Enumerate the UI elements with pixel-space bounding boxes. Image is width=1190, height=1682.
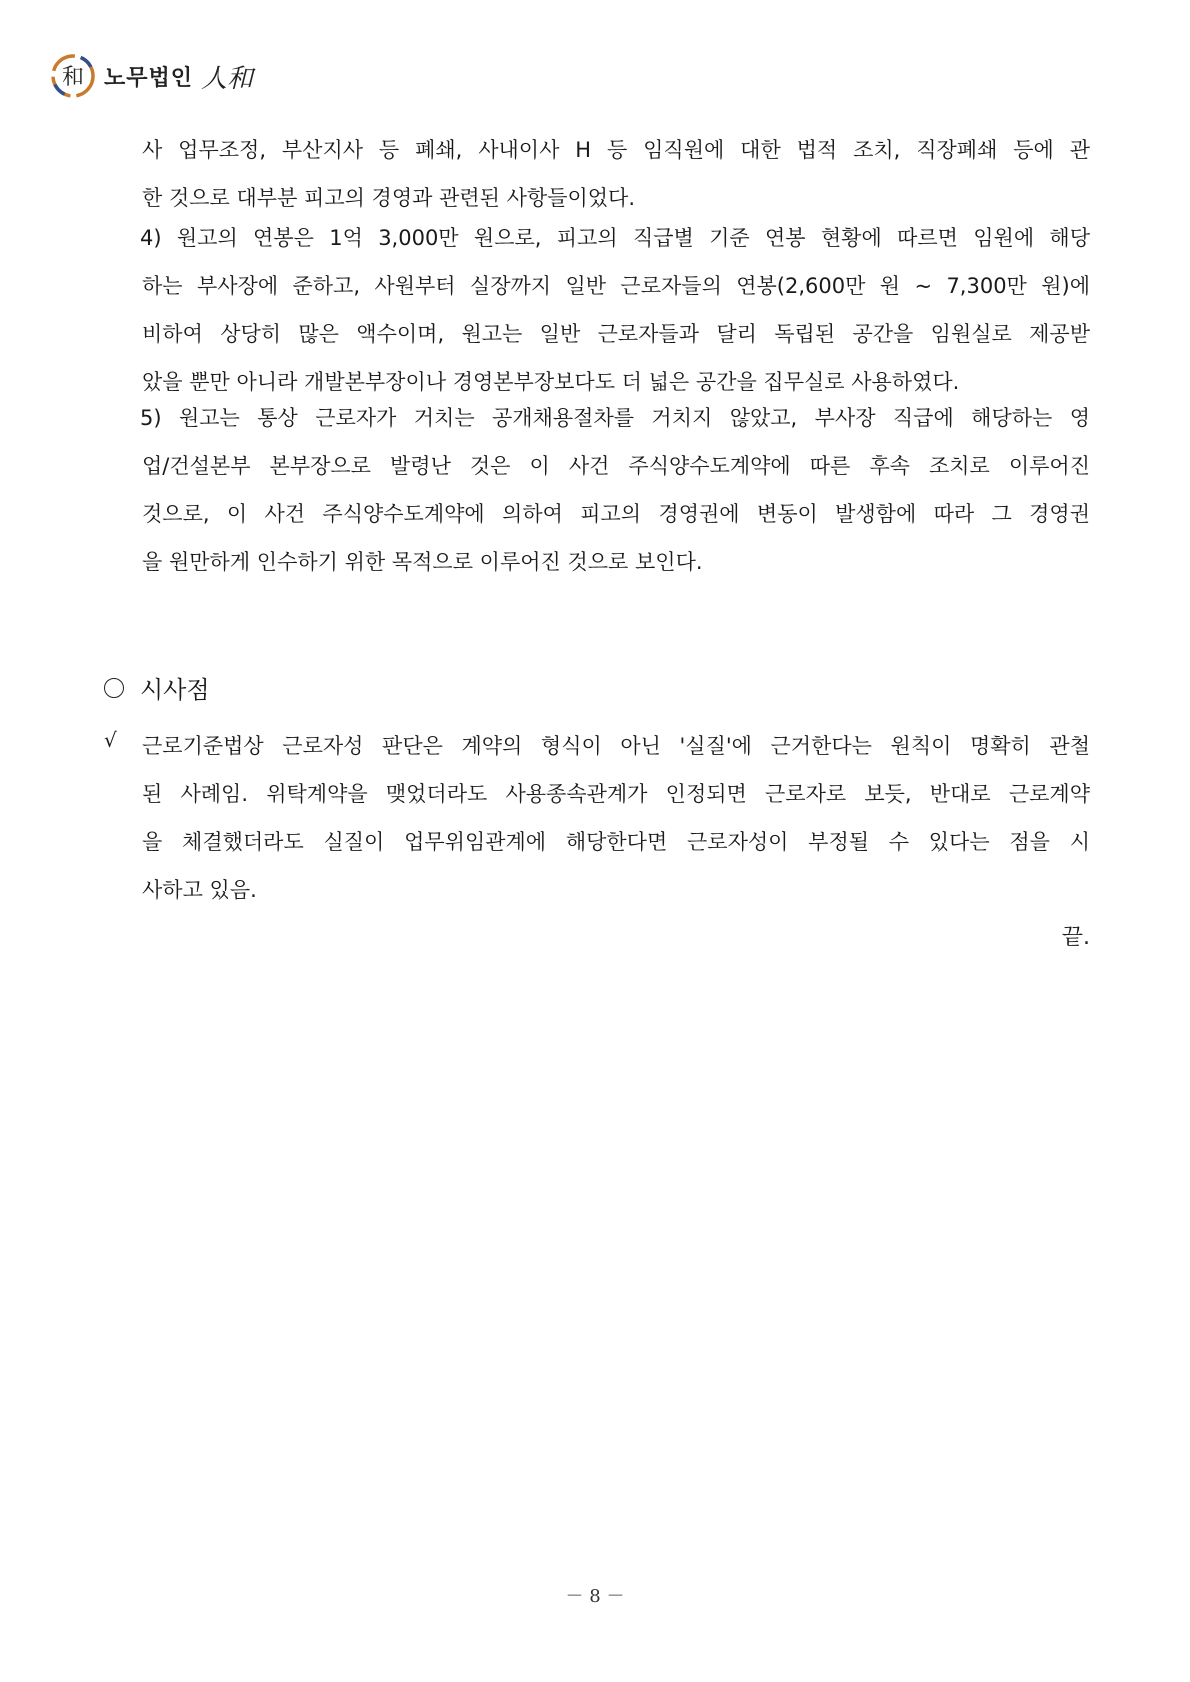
text-line: 것으로, 이 사건 주식양수도계약에 의하여 피고의 경영권에 변동이 발생함에 따라 그 경영권: [142, 502, 1090, 526]
text-line: 업/건설본부 본부장으로 발령난 것은 이 사건 주식양수도계약에 따른 후속 조치로 이루어진: [142, 454, 1090, 478]
implication-paragraph: [142, 722, 1090, 914]
firm-logo-icon: [50, 53, 96, 99]
paragraph-3-continued: [142, 126, 1090, 222]
circle-bullet-icon: [104, 678, 124, 698]
text-line: 았을 뿐만 아니라 개발본부장이나 경영본부장보다도 더 넓은 공간을 집무실로 사용하였다.: [142, 370, 960, 394]
text-line: 된 사례임. 위탁계약을 맺었더라도 사용종속관계가 인정되면 근로자로 보듯, 반대로 근로계약: [142, 782, 1090, 806]
section-heading: [104, 670, 210, 705]
text-line: 사하고 있음.: [142, 878, 257, 902]
text-line: 을 원만하게 인수하기 위한 목적으로 이루어진 것으로 보인다.: [142, 550, 703, 574]
text-line: 사 업무조정, 부산지사 등 폐쇄, 사내이사 H 등 임직원에 대한 법적 조치, 직장폐쇄 등에 관: [142, 138, 1090, 162]
paragraph-4: [142, 214, 1090, 406]
text-line: 하는 부사장에 준하고, 사원부터 실장까지 일반 근로자들의 연봉(2,600만 원 ~ 7,300만 원)에: [142, 274, 1090, 298]
end-mark: 끝.: [1061, 925, 1090, 950]
text-line: 5) 원고는 통상 근로자가 거치는 공개채용절차를 거치지 않았고, 부사장 직급에 해당하는 영: [140, 406, 1090, 430]
logo-char: 和: [61, 65, 85, 90]
text-line: 을 체결했더라도 실질이 업무위임관계에 해당한다면 근로자성이 부정될 수 있다는 점을 시: [142, 830, 1090, 854]
page-number: － 8 －: [565, 1586, 625, 1607]
text-line: 4) 원고의 연봉은 1억 3,000만 원으로, 피고의 직급별 기준 연봉 현황에 따르면 임원에 해당: [140, 226, 1090, 250]
firm-name: 노무법인: [104, 65, 194, 91]
text-line: 한 것으로 대부분 피고의 경영과 관련된 사항들이었다.: [142, 186, 636, 210]
text-line: 근로기준법상 근로자성 판단은 계약의 형식이 아닌 '실질'에 근거한다는 원칙이 명확히 관철: [142, 734, 1090, 758]
paragraph-5: [142, 394, 1090, 586]
text-line: 비하여 상당히 많은 액수이며, 원고는 일반 근로자들과 달리 독립된 공간을 임원실로 제공받: [142, 322, 1090, 346]
letterhead: [50, 52, 253, 100]
firm-hanja: 人和: [201, 63, 254, 94]
check-bullet-icon: √: [104, 728, 117, 752]
section-title: 시사점: [140, 676, 210, 704]
